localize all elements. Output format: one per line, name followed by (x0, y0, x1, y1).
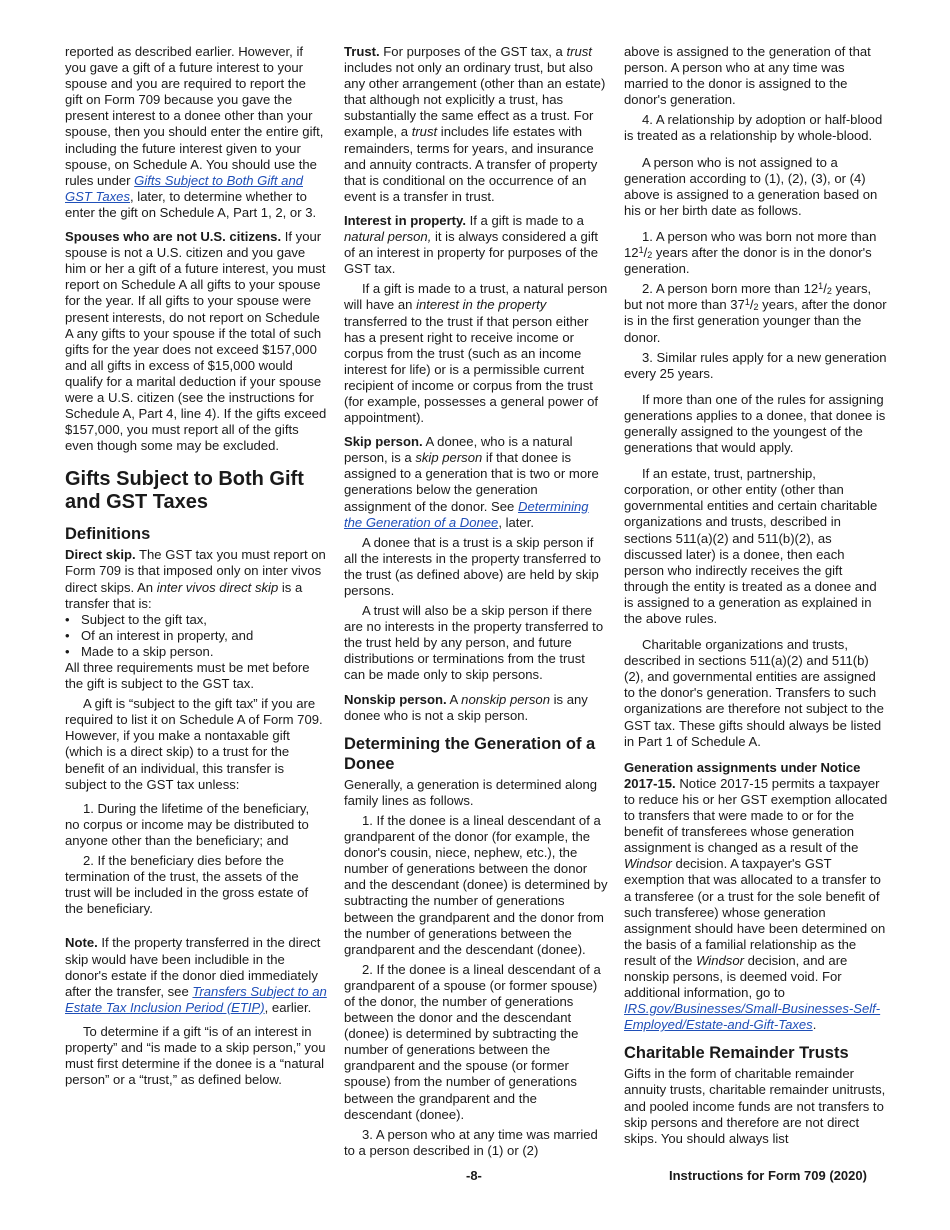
paragraph: reported as described earlier. However, if you gave a gift of a future interest to your spouse and you are required to report the gift on Form 709 because you gave the present interest to a donee other than your spouse, then you should enter the entire gift, including the future interest given to your spouse, on Schedule A. You should use the rules under Gifts Subject to Both Gift and GST Taxes, later, to determine whether to enter the gift on Schedule A, Part 1, 2, or 3. (65, 44, 324, 220)
numbered-item: 3. Similar rules apply for a new generation every 25 years. (624, 349, 887, 381)
paragraph: A gift is “subject to the gift tax” if you are required to list it on Schedule A of Form 709. However, if you make a nontaxable gift (which is a direct skip) to a trust for the benefit of an individual, this transfer is subject to the GST tax unless: (65, 696, 323, 792)
numbered-item: 1. A person who was born not more than $12^1/_2$ years after the donor is in the donor's generation. (624, 228, 877, 277)
paragraph: Generation assignments under Notice 2017-15. Notice 2017-15 permits a taxpayer to reduce his or her GST exemption allocated to transfers that were made to or for the benefit of transferees whose generation assignment is changed as a result of the Windsor decision. A taxpayer's GST exemption that was allocated to a transfer to a transferee (or a trust for the sole benefit of such transferee) whose generation assignment should have been determined on the basis of a familial relationship as the result of the Windsor decision, and are nonskip persons, is deemed void. For additional information, go to IRS.gov/Businesses/Small-Businesses-Self-Employed/Estate-and-Gift-Taxes. (624, 759, 888, 1033)
note: Note. If the property transferred in the direct skip would have been includible in the donor's estate if the donor died immediately after the transfer, see Transfers Subject to an Estate Tax Inclusion Period (ETIP), earlier. (65, 935, 327, 1015)
gifts-subject-link[interactable]: Gifts Subject to Both Gift and GST Taxes (65, 172, 304, 204)
paragraph: Gifts in the form of charitable remainder annuity trusts, charitable remainder unitrusts, and pooled income funds are not transfers to skip persons and therefore are not direct skips. You should always list (624, 1066, 886, 1146)
paragraph: If a gift is made to a trust, a natural person will have an interest in the property transferred to the trust if that person either has a present right to receive income or corpus from the trust (such as an income interest for life) or is a permissible current recipient of income or corpus from the trust (for example, possesses a general power of appointment). (344, 281, 608, 426)
numbered-item: 1. If the donee is a lineal descendant of a grandparent of the donor (for example, the donor's cousin, niece, nephew, etc.), the number of generations between the donor and the descendant (donee) is determined by subtracting the number of generations between the grandparent and the donor from the number of generations between the grandparent and the descendant (donee). (344, 812, 608, 957)
paragraph: If more than one of the rules for assigning generations applies to a donee, that donee is generally assigned to the youngest of the generations that would apply. (624, 391, 886, 456)
page-number: -8- (466, 1168, 482, 1183)
paragraph: If an estate, trust, partnership, corporation, or other entity (other than governmental entities and certain charitable organizations and trusts, described in sections 511(a)(2) and 511(b)(2), as discussed later) is a donee, then each person who indirectly receives the gift through the entity is treated as a donee and is assigned to a generation as explained in the above rules. (624, 466, 878, 626)
paragraph: Charitable organizations and trusts, described in sections 511(a)(2) and 511(b)(2), and governmental entities are assigned to the donor's generation. Transfers to such organizations are therefore not subject to the GST tax. These gifts should always be listed in Part 1 of Schedule A. (624, 637, 884, 749)
column-3 (624, 44, 888, 1147)
paragraph: Generally, a generation is determined along family lines as follows. (344, 776, 598, 808)
subsection-heading: Definitions (65, 525, 151, 544)
column-2 (344, 44, 608, 1163)
paragraph: above is assigned to the generation of that person. A person who at any time was married to the donor is assigned to the donor's generation. (624, 44, 871, 108)
paragraph: Trust. For purposes of the GST tax, a trust includes not only an ordinary trust, but also any other arrangement (other than an estate) that although not explicitly a trust, has substantially the same effect as a trust. For example, a trust includes life estates with remainders, terms for years, and insurance and annuity contracts. A transfer of property that is conditional on the occurrence of an event is a transfer in trust. (344, 44, 606, 204)
generation-link[interactable]: Determining the Generation of a Donee (344, 498, 589, 530)
list-item: • Of an interest in property, and (65, 628, 327, 644)
numbered-item: 2. A person born more than $12^1/_2$ years, but not more than $37^1/_2$ years, after the donor is in the first generation younger than the donor. (624, 281, 887, 345)
paragraph: Spouses who are not U.S. citizens. If your spouse is not a U.S. citizen and you gave him or her a gift of a future interest, you must report on Schedule A all gifts to your spouse for the year. If all gifts to your spouse were present interests, do not report on Schedule A any gifts to your spouse if the total of such gifts for the year does not exceed $157,000 and all gifts in excess of $15,000 would qualify for a marital deduction if your spouse were a U.S. citizen (see the instructions for Schedule A, Part 4, line 4). If the gifts exceed $157,000, you must report all of the gifts even though some may be excluded. (65, 229, 327, 454)
section-heading: Gifts Subject to Both Gift and GST Taxes (65, 468, 304, 514)
paragraph: Nonskip person. A nonskip person is any donee who is not a skip person. (344, 691, 588, 723)
etip-link[interactable]: Transfers Subject to an Estate Tax Inclusion Period (ETIP) (65, 983, 327, 1015)
numbered-item: 1. During the lifetime of the beneficiary, no corpus or income may be distributed to anyone other than the beneficiary; and (65, 800, 310, 848)
subsection-heading: Charitable Remainder Trusts (624, 1044, 849, 1063)
paragraph: A trust will also be a skip person if there are no interests in the property transferred to the trust held by any person, and future distributions or terminations from the trust can be made only to skip persons. (344, 603, 604, 683)
numbered-item: 2. If the donee is a lineal descendant of a grandparent of a spouse (or former spouse) of the donor, the number of generations between the donor and the descendant (donee) is determined by subtracting the number of generations between the grandparent and the spouse (or former spouse) from the number of generations between the grandparent and the descendant (donee). (344, 961, 601, 1122)
column-1 (65, 44, 327, 1092)
bullet-list (65, 612, 327, 660)
numbered-item: 3. A person who at any time was married to a person described in (1) or (2) (344, 1126, 598, 1158)
paragraph: A donee that is a trust is a skip person if all the interests in the property transferred to the trust (as defined above) are held by skip persons. (344, 534, 601, 598)
numbered-item: 4. A relationship by adoption or half-blood is treated as a relationship by whole-blood. (624, 112, 883, 144)
paragraph: To determine if a gift “is of an interest in property” and “is made to a skip person,” you must first determine if the donee is a “natural person” or a “trust,” as defined below. (65, 1023, 326, 1088)
list-item: • Made to a skip person. (65, 644, 327, 660)
paragraph: Direct skip. The GST tax you must report on Form 709 is that imposed only on inter vivos direct skips. An inter vivos direct skip is a transfer that is: (65, 547, 326, 611)
subsection-heading: Determining the Generation of a Donee (344, 734, 596, 773)
paragraph: All three requirements must be met before the gift is subject to the GST tax. (65, 660, 310, 692)
footer-title: Instructions for Form 709 (2020) (669, 1168, 867, 1183)
paragraph: A person who is not assigned to a generation according to (1), (2), (3), or (4) above is assigned to a generation based on his or her birth date as follows. (624, 154, 878, 218)
paragraph: Skip person. A donee, who is a natural person, is a skip person if that donee is assigned to a generation that is two or more generations below the generation assignment of the donor. See Determining the Generation of a Donee, later. (344, 434, 599, 530)
paragraph: Interest in property. If a gift is made to a natural person, it is always considered a gift of an interest in property for purposes of the GST tax. (344, 212, 599, 277)
list-item: • Subject to the gift tax, (65, 612, 327, 628)
irs-estate-gift-link[interactable]: IRS.gov/Businesses/Small-Businesses-Self-Employed/Estate-and-Gift-Taxes (624, 1001, 881, 1033)
numbered-item: 2. If the beneficiary dies before the termination of the trust, the assets of the trust will be included in the gross estate of the beneficiary. (65, 853, 309, 917)
